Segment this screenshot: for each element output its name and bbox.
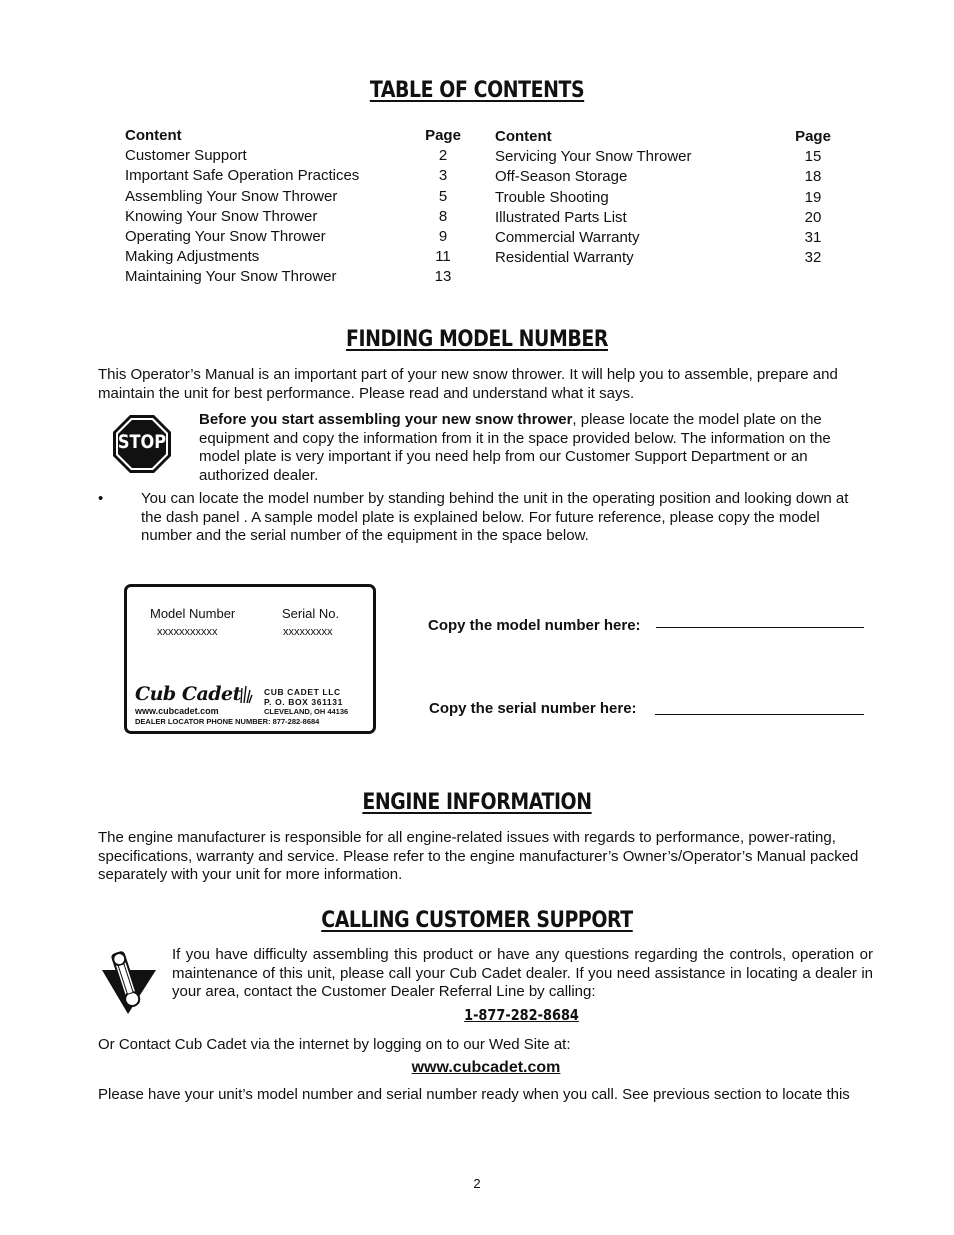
engine-text: The engine manufacturer is responsible for all engine-related issues with regards to performance, power-rating, specifications, warranty and service. Please refer to the engine manufacturer’s Owner’s/Operator’s Manual packed separately with your unit for more information. bbox=[98, 829, 859, 884]
toc-row-page: 19 bbox=[804, 188, 822, 206]
toc-row bbox=[495, 167, 833, 187]
toc-row-label: Residential Warranty bbox=[495, 249, 634, 267]
plate-model-value: xxxxxxxxxxx bbox=[157, 626, 218, 638]
toc-row-page: 15 bbox=[804, 148, 822, 166]
toc-row-label: Illustrated Parts List bbox=[495, 208, 627, 226]
toc-right-header bbox=[495, 127, 833, 147]
plate-website: www.cubcadet.com bbox=[135, 706, 219, 716]
toc-title: TABLE OF CONTENTS bbox=[369, 78, 585, 103]
support-website-link[interactable]: www.cubcadet.com bbox=[411, 1059, 561, 1076]
page-number: 2 bbox=[473, 1176, 481, 1191]
model-number-blank-line bbox=[656, 627, 864, 628]
toc-row-label: Assembling Your Snow Thrower bbox=[125, 187, 338, 205]
cub-cadet-logo: Cub Cadet bbox=[135, 683, 241, 705]
toc-row bbox=[495, 208, 833, 228]
copy-serial-label: Copy the serial number here: bbox=[429, 700, 637, 717]
toc-left-column bbox=[125, 126, 463, 288]
serial-number-blank-line bbox=[655, 714, 864, 715]
plate-city: CLEVELAND, OH 44136 bbox=[264, 707, 349, 716]
toc-row-label: Maintaining Your Snow Thrower bbox=[125, 268, 337, 286]
toc-row-page: 2 bbox=[438, 147, 448, 165]
stop-paragraph bbox=[199, 411, 867, 485]
internet-text: Or Contact Cub Cadet via the internet by logging on to our Wed Site at: bbox=[98, 1036, 571, 1053]
toc-header-page: Page bbox=[425, 127, 461, 144]
toc-left-header bbox=[125, 126, 463, 146]
toc-header-page: Page bbox=[795, 128, 831, 145]
toc-row bbox=[125, 267, 463, 287]
plate-po-box: P. O. BOX 361131 bbox=[264, 697, 343, 707]
toc-header-content: Content bbox=[125, 127, 182, 144]
toc-row bbox=[125, 207, 463, 227]
model-plate bbox=[124, 584, 376, 734]
toc-row-label: Knowing Your Snow Thrower bbox=[125, 207, 318, 225]
toc-row bbox=[125, 187, 463, 207]
toc-row-label: Customer Support bbox=[125, 147, 247, 165]
toc-row-label: Making Adjustments bbox=[125, 248, 260, 266]
toc-row bbox=[495, 147, 833, 167]
toc-row-page: 32 bbox=[804, 249, 822, 267]
stop-sign-icon bbox=[112, 414, 172, 474]
toc-row-page: 11 bbox=[435, 248, 451, 266]
toc-row-label: Off-Season Storage bbox=[495, 168, 628, 186]
plate-company: CUB CADET LLC bbox=[264, 687, 341, 697]
bullet-text: You can locate the model number by standing behind the unit in the operating position and looking down at the dash panel . A sample model plate is explained below. For future reference, please copy the model number and the serial number of the equipment in the space below. bbox=[141, 490, 849, 545]
finding-model-title: FINDING MODEL NUMBER bbox=[345, 327, 609, 352]
stop-body-text: , please locate the model plate on the equipment and copy the information from it in the space provided below. The information on the model plate is very important if you need help from our Customer Support Department or an authorized dealer. bbox=[199, 411, 831, 484]
plate-dealer-line: DEALER LOCATOR PHONE NUMBER: 877-282-8684 bbox=[135, 717, 320, 726]
support-title: CALLING CUSTOMER SUPPORT bbox=[321, 908, 633, 933]
toc-row-page: 3 bbox=[438, 167, 448, 185]
toc-row-label: Operating Your Snow Thrower bbox=[125, 228, 326, 246]
engine-title: ENGINE INFORMATION bbox=[362, 790, 592, 815]
toc-row-page: 8 bbox=[438, 207, 448, 225]
toc-row bbox=[125, 166, 463, 186]
support-phone-link[interactable]: 1-877-282-8684 bbox=[464, 1006, 579, 1024]
toc-row-page: 18 bbox=[804, 168, 822, 186]
toc-row bbox=[125, 146, 463, 166]
stop-bold-text: Before you start assembling your new snow thrower bbox=[199, 411, 573, 428]
copy-model-label: Copy the model number here: bbox=[428, 617, 641, 634]
toc-row-page: 13 bbox=[434, 268, 452, 286]
toc-row bbox=[495, 228, 833, 248]
toc-row-page: 20 bbox=[804, 208, 822, 226]
final-text: Please have your unit’s model number and serial number ready when you call. See previous section to locate this bbox=[98, 1086, 850, 1103]
toc-row bbox=[125, 227, 463, 247]
toc-row-page: 5 bbox=[438, 187, 448, 205]
toc-row-label: Commercial Warranty bbox=[495, 229, 640, 247]
bullet-marker: • bbox=[98, 490, 104, 507]
toc-row bbox=[495, 248, 833, 268]
toc-right-column bbox=[495, 127, 833, 268]
toc-header-content: Content bbox=[495, 128, 552, 145]
toc-row-page: 31 bbox=[804, 229, 822, 247]
toc-row bbox=[495, 188, 833, 208]
plate-serial-value: xxxxxxxxx bbox=[283, 626, 333, 638]
plate-serial-label: Serial No. bbox=[282, 606, 340, 621]
support-text: If you have difficulty assembling this product or have any questions regarding the controls, operation or maintenance of this unit, please call your Cub Cadet dealer. If you need assistance in locating a dealer in your area, contact the Customer Dealer Referral Line by calling: bbox=[172, 946, 873, 1001]
stop-sign-label: STOP bbox=[117, 431, 167, 453]
logo-grass-icon bbox=[239, 684, 253, 704]
toc-row-page: 9 bbox=[438, 228, 448, 246]
plate-model-label: Model Number bbox=[150, 606, 236, 621]
model-intro: This Operator’s Manual is an important part of your new snow thrower. It will help you to assemble, prepare and maintain the unit for best performance. Please read and understand what it says. bbox=[98, 366, 838, 402]
toc-row-label: Important Safe Operation Practices bbox=[125, 167, 360, 185]
toc-row-label: Servicing Your Snow Thrower bbox=[495, 148, 692, 166]
toc-row bbox=[125, 247, 463, 267]
toc-row-label: Trouble Shooting bbox=[495, 188, 609, 206]
